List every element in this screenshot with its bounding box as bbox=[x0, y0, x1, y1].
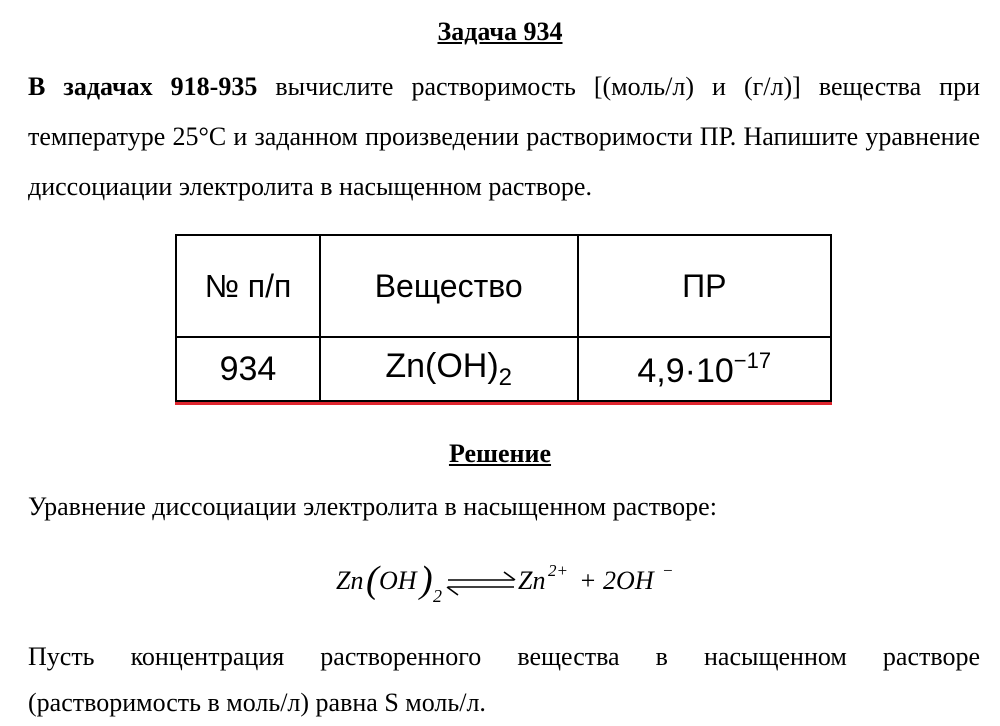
cell-substance bbox=[320, 337, 578, 401]
solution-title: Решение bbox=[448, 439, 552, 468]
eq-zn-charge: 2+ bbox=[548, 561, 568, 580]
pr-exponent: −17 bbox=[733, 347, 772, 373]
data-table-container bbox=[175, 234, 832, 402]
dissociation-equation bbox=[336, 556, 676, 608]
substance-subscript: 2 bbox=[498, 363, 513, 391]
eq-right-paren: ) bbox=[420, 559, 433, 601]
eq-left-oh: OH bbox=[379, 566, 417, 595]
table-row bbox=[176, 337, 831, 401]
data-table bbox=[175, 234, 832, 402]
eq-oh-charge: − bbox=[662, 561, 674, 580]
task-description-text: вычислите растворимость [(моль/л) и (г/л)] вещества при температуре 25°С и заданном произведении растворимости ПР. Напишите уравнение диссоциации электролита в насыщенном растворе. bbox=[28, 72, 980, 201]
equation-intro: Уравнение диссоциации электролита в насыщенном растворе: bbox=[28, 492, 717, 521]
cell-pr bbox=[578, 337, 832, 401]
header-substance: Вещество bbox=[320, 235, 578, 337]
cell-number: 934 bbox=[176, 337, 320, 401]
header-number: № п/п bbox=[176, 235, 320, 337]
task-title: Задача 934 bbox=[437, 17, 563, 46]
header-pr: ПР bbox=[578, 235, 832, 337]
solution-text: Пусть концентрация растворенного вещества в насыщенном растворе (растворимость в моль/л) равна S моль/л. bbox=[28, 642, 980, 717]
task-description bbox=[28, 62, 980, 212]
eq-left-paren: ( bbox=[366, 559, 379, 601]
table-underline bbox=[175, 402, 832, 405]
equation-svg bbox=[336, 556, 676, 608]
equilibrium-arrows-icon bbox=[447, 572, 515, 595]
eq-right-zn: Zn bbox=[518, 566, 546, 595]
table-header-row bbox=[176, 235, 831, 337]
substance-formula: Zn(OH) bbox=[385, 346, 499, 385]
eq-plus-oh: + 2OH bbox=[579, 566, 654, 595]
pr-mantissa: 4,9·10 bbox=[637, 351, 734, 390]
task-range-bold: В задачах 918-935 bbox=[28, 72, 258, 101]
eq-left-subscript: 2 bbox=[433, 586, 442, 606]
eq-left-zn: Zn bbox=[336, 566, 364, 595]
